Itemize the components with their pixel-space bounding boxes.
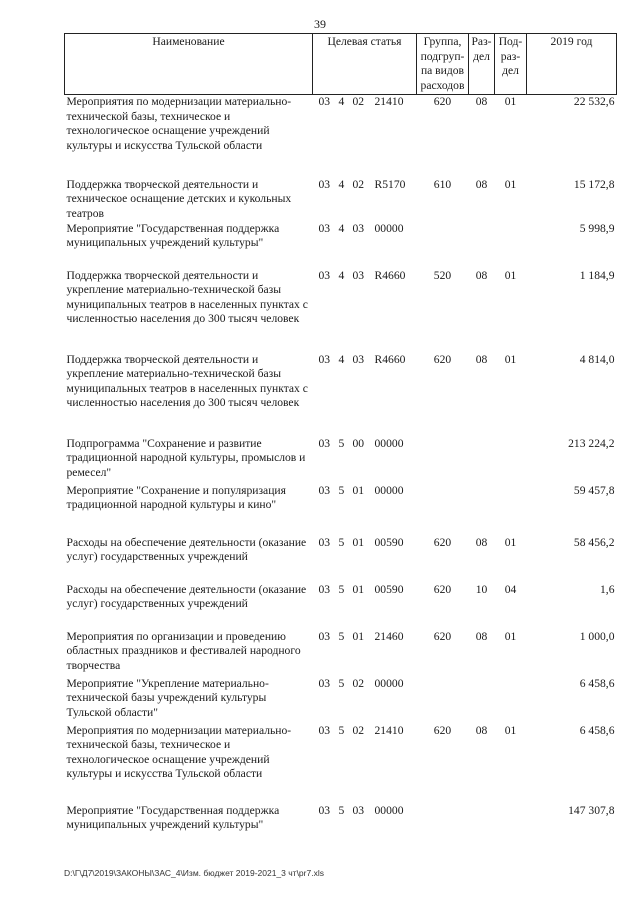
- code-program: 03: [318, 352, 331, 366]
- table-row: [65, 583, 617, 630]
- code-subprogram: 5: [338, 803, 345, 817]
- code-subprogram: 5: [338, 483, 345, 497]
- row-expense-group: [417, 677, 469, 724]
- row-expense-group: 620: [433, 723, 452, 737]
- row-amount: 4 814,0: [579, 352, 615, 366]
- table-row: [65, 437, 617, 484]
- row-target-article: [313, 353, 417, 437]
- row-expense-group: 620: [433, 582, 452, 596]
- row-name: Поддержка творческой деятельности и укрепление материально-технической базы муниципальных театров в населенных пунктах с численностью населения до 300 тысяч человек: [66, 352, 308, 409]
- code-direction: 00000: [374, 221, 404, 235]
- row-name: Мероприятие "Государственная поддержка муниципальных учреждений культуры": [66, 221, 280, 249]
- code-direction: 21410: [374, 723, 404, 737]
- code-event: 03: [352, 221, 365, 235]
- code-subprogram: 5: [338, 436, 345, 450]
- row-name: Мероприятия по организации и проведению областных праздников и фестивалей народного творчества: [66, 629, 301, 672]
- code-subprogram: 5: [338, 629, 345, 643]
- code-program: 03: [318, 723, 331, 737]
- code-program: 03: [318, 676, 331, 690]
- row-section: 08: [475, 177, 488, 191]
- table-row: [65, 353, 617, 437]
- row-section: 10: [475, 582, 488, 596]
- row-section: 08: [475, 352, 488, 366]
- row-target-article: [313, 222, 417, 269]
- code-direction: 00590: [374, 535, 404, 549]
- row-amount: 6 458,6: [579, 723, 615, 737]
- row-section: [469, 222, 495, 269]
- row-amount: 147 307,8: [568, 803, 615, 817]
- row-expense-group: 610: [433, 177, 452, 191]
- code-subprogram: 4: [338, 95, 345, 108]
- row-name: Мероприятие "Государственная поддержка муниципальных учреждений культуры": [66, 803, 280, 831]
- code-subprogram: 4: [338, 221, 345, 235]
- table-row: [65, 484, 617, 536]
- row-name: Поддержка творческой деятельности и укрепление материально-технической базы муниципальных театров в населенных пунктах с численностью населения до 300 тысяч человек: [66, 268, 308, 325]
- code-program: 03: [318, 483, 331, 497]
- row-expense-group: 620: [433, 535, 452, 549]
- row-subsection: 01: [504, 95, 517, 108]
- header-section: Раз-дел: [469, 34, 495, 95]
- code-event: 02: [352, 177, 365, 191]
- code-program: 03: [318, 803, 331, 817]
- row-expense-group: [417, 222, 469, 269]
- code-program: 03: [318, 95, 331, 108]
- table-row: [65, 95, 617, 178]
- row-section: 08: [475, 535, 488, 549]
- row-section: 08: [475, 95, 488, 108]
- row-amount: 6 458,6: [579, 676, 615, 690]
- row-target-article: [313, 437, 417, 484]
- row-subsection: 04: [504, 582, 517, 596]
- row-expense-group: 620: [433, 629, 452, 643]
- row-section: [469, 677, 495, 724]
- code-event: 01: [352, 629, 365, 643]
- row-section: 08: [475, 629, 488, 643]
- code-direction: R5170: [374, 177, 406, 191]
- row-expense-group: 520: [433, 268, 452, 282]
- table-row: [65, 724, 617, 804]
- row-target-article: [313, 677, 417, 724]
- row-name: Мероприятия по модернизации материально-технической базы, техническое и технологическое оснащение учреждений культуры и искусства Тульской области: [66, 95, 292, 152]
- row-expense-group: 620: [433, 95, 452, 108]
- code-program: 03: [318, 629, 331, 643]
- table-row: [65, 178, 617, 222]
- code-program: 03: [318, 221, 331, 235]
- row-amount: 5 998,9: [579, 221, 615, 235]
- row-name: Подпрограмма "Сохранение и развитие традиционной народной культуры, промыслов и ремесел": [66, 436, 306, 479]
- header-amount-2019: 2019 год: [527, 34, 617, 95]
- row-subsection: [495, 484, 527, 536]
- row-section: 08: [475, 723, 488, 737]
- code-event: 00: [352, 436, 365, 450]
- code-event: 03: [352, 352, 365, 366]
- row-amount: 213 224,2: [568, 436, 615, 450]
- row-subsection: [495, 677, 527, 724]
- row-subsection: 01: [504, 629, 517, 643]
- row-target-article: [313, 804, 417, 840]
- row-subsection: 01: [504, 177, 517, 191]
- code-event: 01: [352, 483, 365, 497]
- code-subprogram: 5: [338, 582, 345, 596]
- code-direction: R4660: [374, 352, 406, 366]
- code-event: 03: [352, 268, 365, 282]
- code-direction: 00590: [374, 582, 404, 596]
- code-program: 03: [318, 436, 331, 450]
- table-header-row: [65, 34, 617, 95]
- code-subprogram: 4: [338, 177, 345, 191]
- code-program: 03: [318, 535, 331, 549]
- row-section: 08: [475, 268, 488, 282]
- code-program: 03: [318, 582, 331, 596]
- row-name: Поддержка творческой деятельности и техническое оснащение детских и кукольных театров: [66, 177, 292, 220]
- row-subsection: [495, 437, 527, 484]
- header-name: Наименование: [65, 34, 313, 95]
- code-event: 03: [352, 803, 365, 817]
- row-target-article: [313, 269, 417, 353]
- row-amount: 22 532,6: [573, 95, 615, 108]
- code-direction: R4660: [374, 268, 406, 282]
- code-event: 01: [352, 535, 365, 549]
- code-direction: 21460: [374, 629, 404, 643]
- code-program: 03: [318, 177, 331, 191]
- code-direction: 00000: [374, 803, 404, 817]
- code-subprogram: 5: [338, 723, 345, 737]
- row-target-article: [313, 178, 417, 222]
- row-name: Мероприятие "Укрепление материально-технической базы учреждений культуры Тульской области": [66, 676, 269, 719]
- row-expense-group: 620: [433, 352, 452, 366]
- row-amount: 1,6: [600, 582, 615, 596]
- table-row: [65, 536, 617, 583]
- row-section: [469, 484, 495, 536]
- header-target-article: Целевая статья: [313, 34, 417, 95]
- code-direction: 00000: [374, 676, 404, 690]
- row-expense-group: [417, 437, 469, 484]
- row-name: Мероприятие "Сохранение и популяризация традиционной народной культуры и кино": [66, 483, 286, 511]
- header-expense-group: Группа, подгруп-па видов расходов: [417, 34, 469, 95]
- header-subsection: Под-раз-дел: [495, 34, 527, 95]
- row-section: [469, 437, 495, 484]
- budget-table: [64, 33, 617, 840]
- row-amount: 1 000,0: [579, 629, 615, 643]
- code-direction: 21410: [374, 95, 404, 108]
- row-expense-group: [417, 484, 469, 536]
- row-target-article: [313, 484, 417, 536]
- row-subsection: [495, 222, 527, 269]
- row-name: Мероприятия по модернизации материально-технической базы, техническое и технологическое оснащение учреждений культуры и искусства Тульской области: [66, 723, 292, 780]
- code-direction: 00000: [374, 436, 404, 450]
- row-target-article: [313, 536, 417, 583]
- code-subprogram: 5: [338, 676, 345, 690]
- code-event: 01: [352, 582, 365, 596]
- table-body: [65, 95, 617, 840]
- table-row: [65, 677, 617, 724]
- row-subsection: 01: [504, 352, 517, 366]
- row-amount: 58 456,2: [573, 535, 615, 549]
- code-event: 02: [352, 723, 365, 737]
- row-amount: 1 184,9: [579, 268, 615, 282]
- table-row: [65, 630, 617, 677]
- page-number: 39: [314, 17, 326, 31]
- table-row: [65, 804, 617, 840]
- code-subprogram: 4: [338, 268, 345, 282]
- row-subsection: 01: [504, 723, 517, 737]
- row-name: Расходы на обеспечение деятельности (оказание услуг) государственных учреждений: [66, 535, 307, 563]
- row-subsection: 01: [504, 268, 517, 282]
- code-subprogram: 4: [338, 352, 345, 366]
- row-amount: 15 172,8: [573, 177, 615, 191]
- row-target-article: [313, 583, 417, 630]
- row-amount: 59 457,8: [573, 483, 615, 497]
- file-path-footer: D:\Г\Д7\2019\ЗАКОНЫ\ЗАС_4\Изм. бюджет 2019-2021_3 чт\рr7.xls: [64, 868, 324, 878]
- code-event: 02: [352, 676, 365, 690]
- row-target-article: [313, 95, 417, 178]
- row-subsection: 01: [504, 535, 517, 549]
- code-direction: 00000: [374, 483, 404, 497]
- code-subprogram: 5: [338, 535, 345, 549]
- code-event: 02: [352, 95, 365, 108]
- table-row: [65, 269, 617, 353]
- table-row: [65, 222, 617, 269]
- row-target-article: [313, 724, 417, 804]
- row-subsection: [495, 804, 527, 840]
- row-expense-group: [417, 804, 469, 840]
- row-section: [469, 804, 495, 840]
- row-target-article: [313, 630, 417, 677]
- row-name: Расходы на обеспечение деятельности (оказание услуг) государственных учреждений: [66, 582, 307, 610]
- code-program: 03: [318, 268, 331, 282]
